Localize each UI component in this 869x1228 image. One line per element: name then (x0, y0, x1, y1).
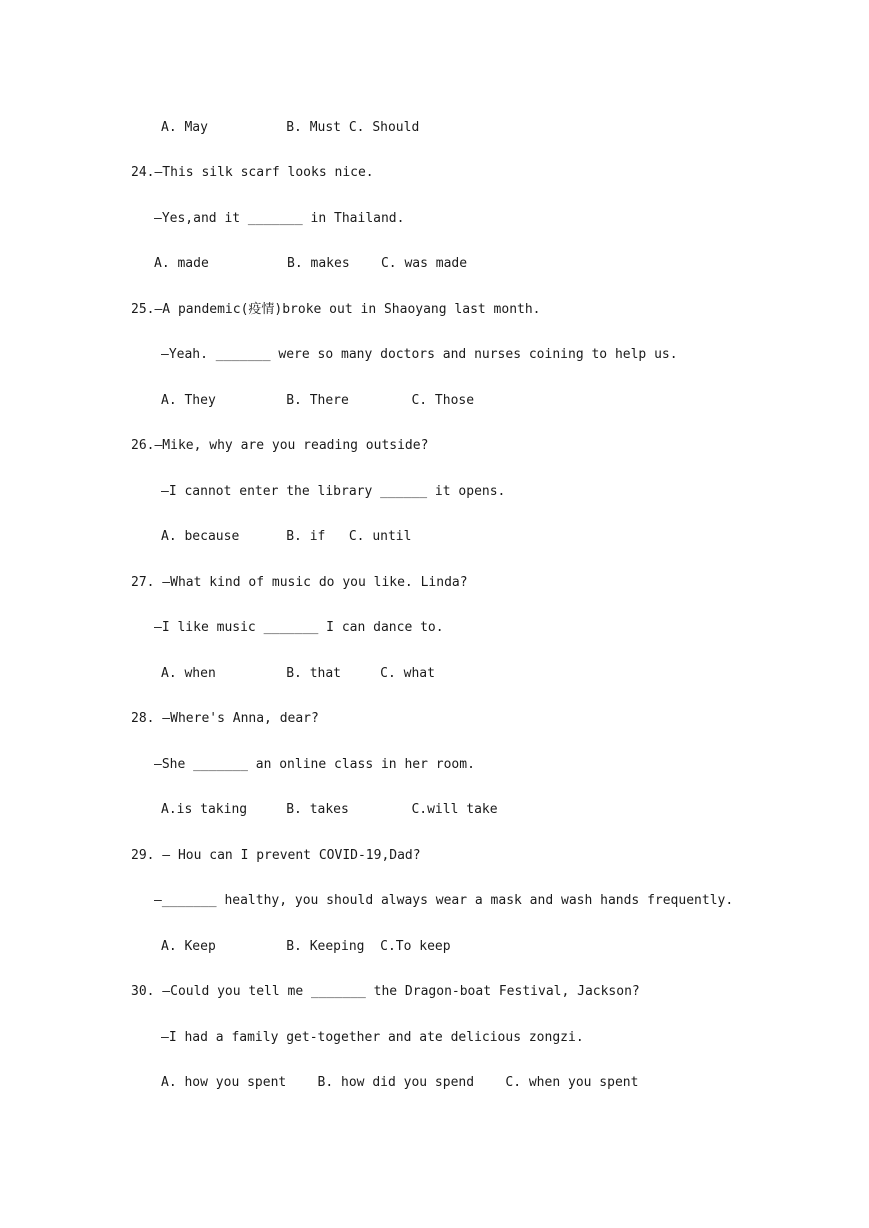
q27-answer-line: —I like music _______ I can dance to. (154, 620, 444, 635)
q25-answer-line: —Yeah. _______ were so many doctors and nurses coining to help us. (161, 347, 678, 362)
q24-answer-line: —Yes,and it _______ in Thailand. (154, 211, 405, 226)
q23-options: A. May B. Must C. Should (161, 120, 420, 135)
q28-options: A.is taking B. takes C.will take (161, 802, 498, 817)
q26-options: A. because B. if C. until (161, 529, 412, 544)
q29-answer-line: —_______ healthy, you should always wear a mask and wash hands frequently. (154, 893, 734, 908)
q30-options: A. how you spent B. how did you spend C. when you spent (161, 1075, 639, 1090)
q24-question: 24.—This silk scarf looks nice. (131, 165, 374, 180)
q27-question: 27. —What kind of music do you like. Linda? (131, 575, 468, 590)
q26-answer-line: —I cannot enter the library ______ it opens. (161, 484, 506, 499)
q24-options: A. made B. makes C. was made (154, 256, 468, 271)
q29-question: 29. — Hou can I prevent COVID-19,Dad? (131, 848, 421, 863)
q29-options: A. Keep B. Keeping C.To keep (161, 939, 451, 954)
q25-options: A. They B. There C. Those (161, 393, 475, 408)
q25-question: 25.—A pandemic(疫情)broke out in Shaoyang last month. (131, 302, 541, 317)
q26-question: 26.—Mike, why are you reading outside? (131, 438, 429, 453)
q27-options: A. when B. that C. what (161, 666, 435, 681)
q30-answer-line: —I had a family get-together and ate delicious zongzi. (161, 1030, 584, 1045)
q28-question: 28. —Where's Anna, dear? (131, 711, 319, 726)
q30-question: 30. —Could you tell me _______ the Dragon-boat Festival, Jackson? (131, 984, 640, 999)
q28-answer-line: —She _______ an online class in her room. (154, 757, 475, 772)
